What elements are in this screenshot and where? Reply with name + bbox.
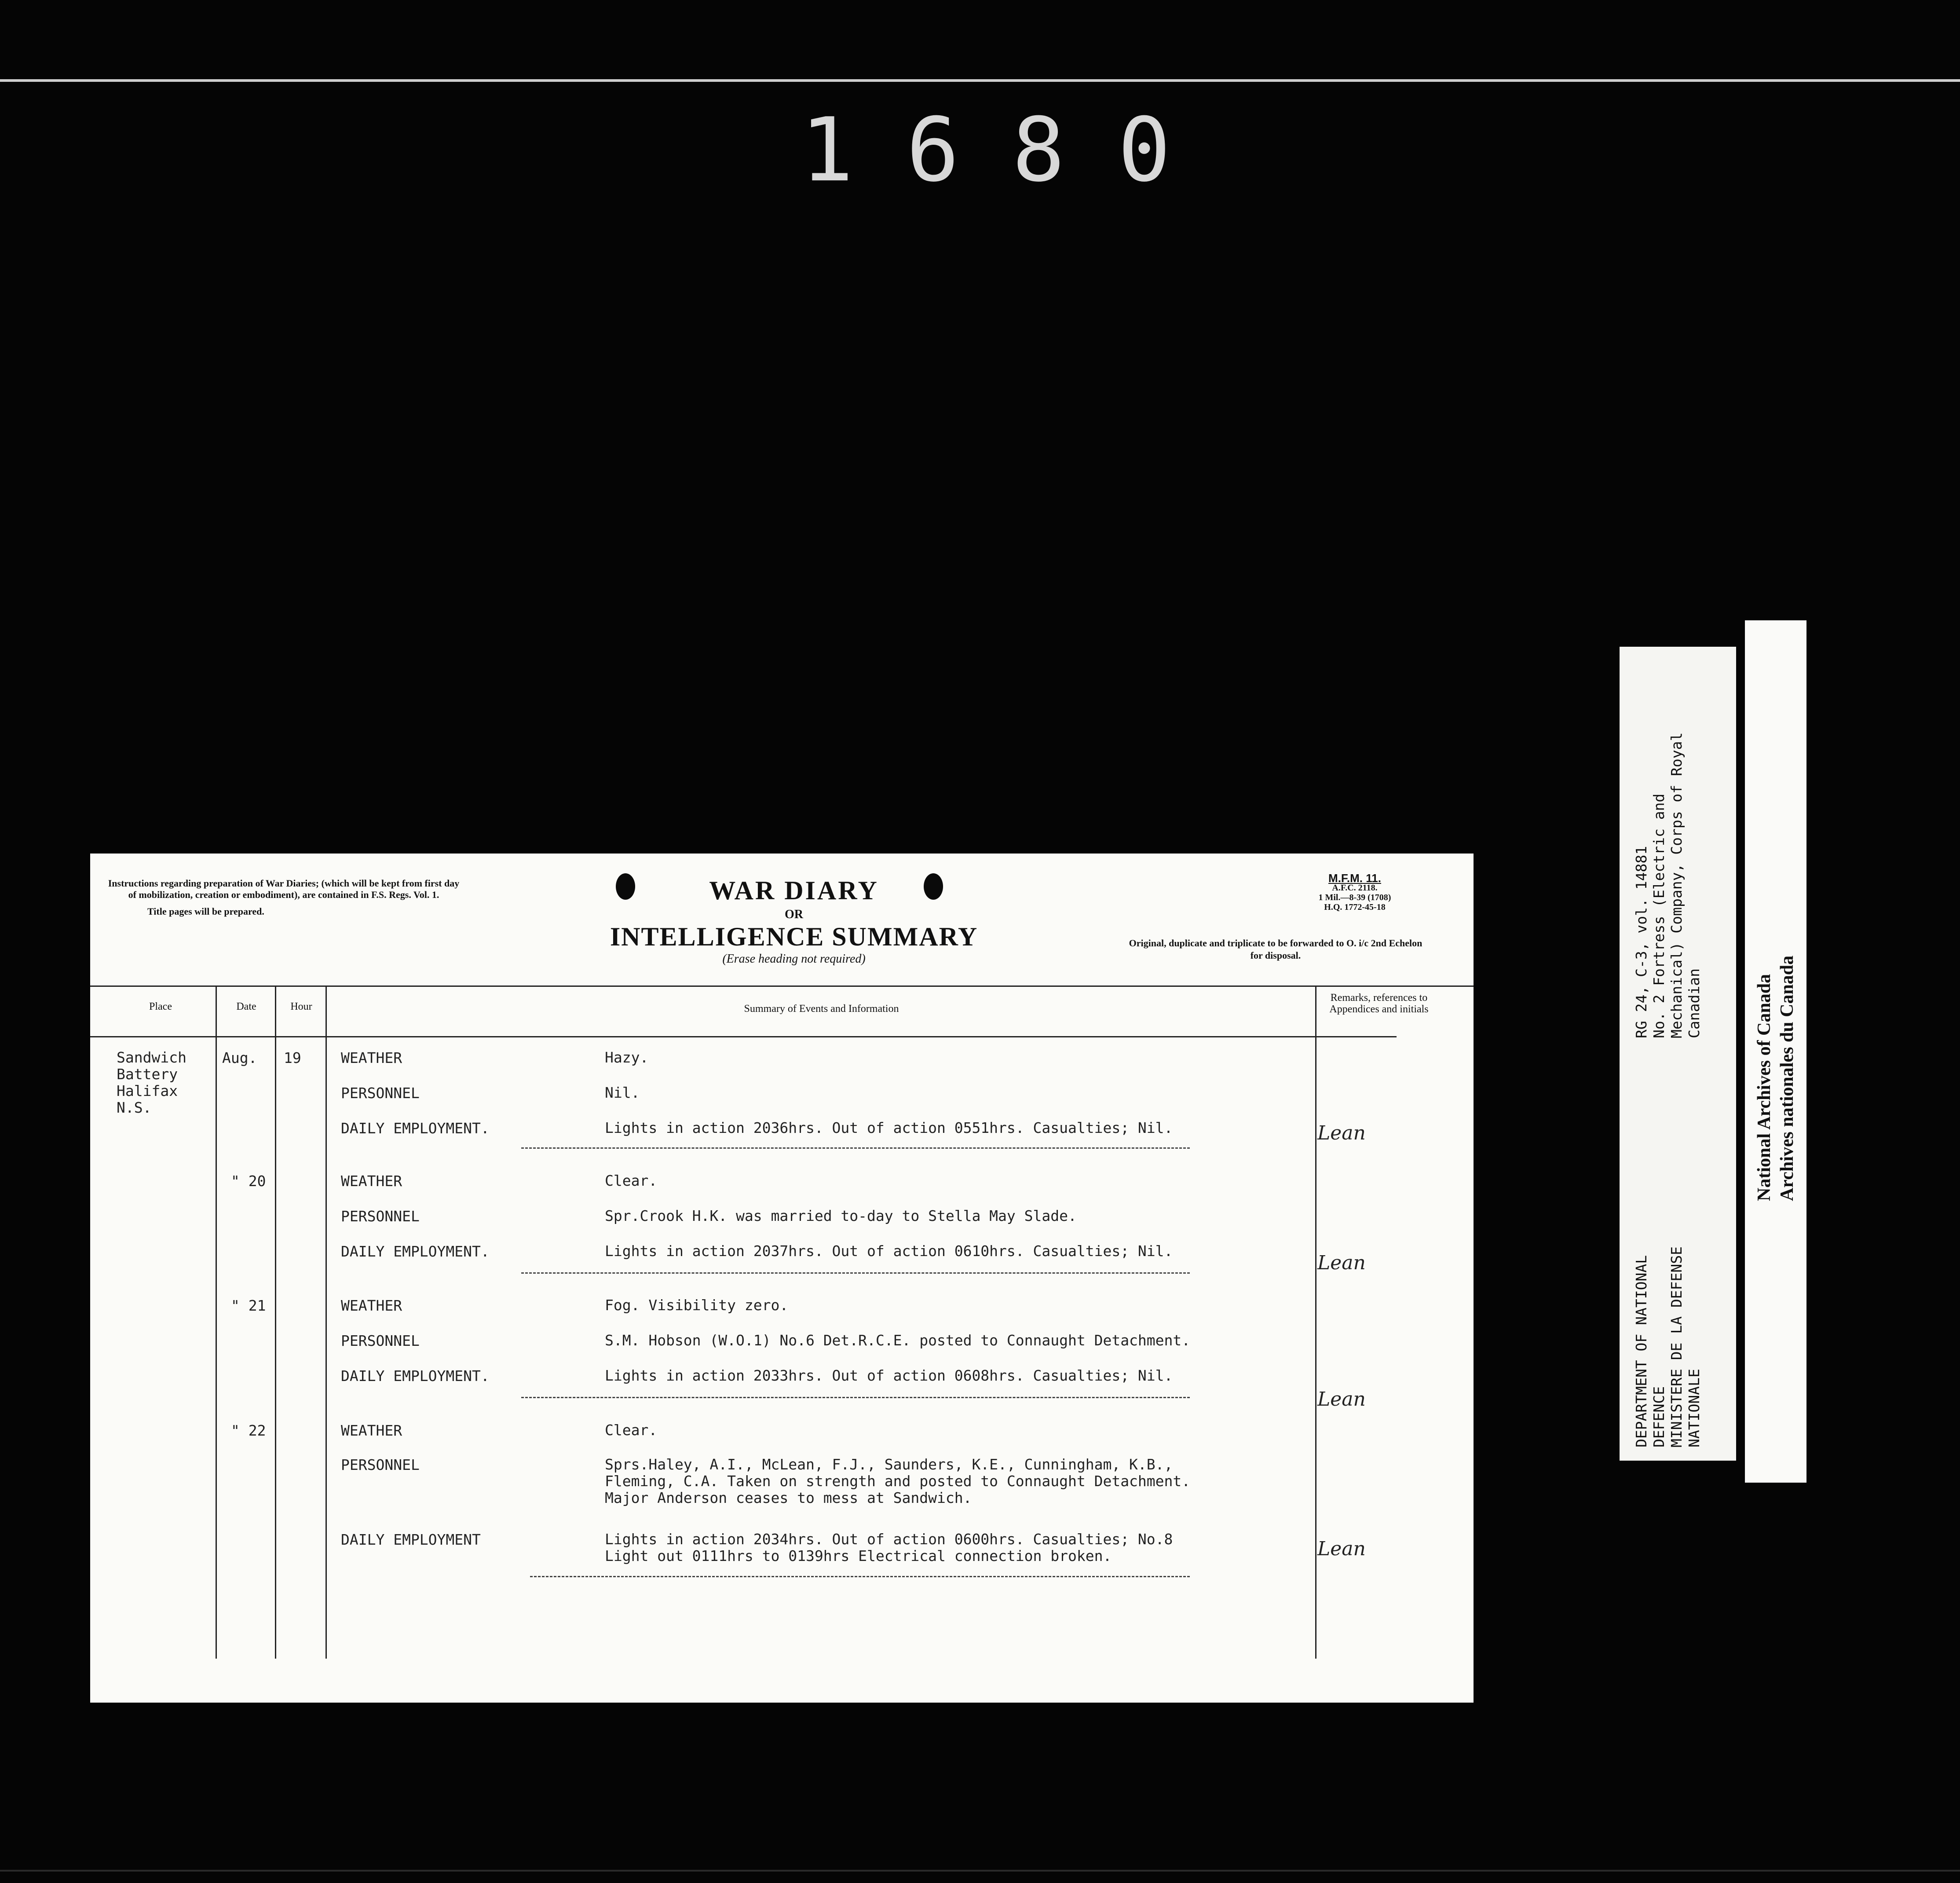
entry-separator (521, 1147, 1190, 1149)
frame-number: 1680 (801, 99, 1224, 201)
employment-label: DAILY EMPLOYMENT. (341, 1367, 490, 1385)
personnel-value: S.M. Hobson (W.O.1) No.6 Det.R.C.E. posted to Connaught Detachment. (605, 1332, 1191, 1349)
header-hour: Hour (290, 1001, 312, 1012)
header-date: Date (236, 1001, 256, 1012)
header-remarks: Remarks, references to Appendices and initials (1329, 992, 1429, 1015)
war-diary-sheet (90, 854, 1474, 1703)
day-cell: 19 (284, 1049, 301, 1066)
collection-label (1620, 647, 1736, 1461)
entry-separator (530, 1576, 1190, 1577)
employment-label: DAILY EMPLOYMENT. (341, 1243, 490, 1260)
title-intelligence-summary: INTELLIGENCE SUMMARY (610, 922, 978, 951)
reference-line-3: Mechanical) Company, Corps of Royal (1668, 732, 1685, 1038)
reference-block (1633, 651, 1703, 1038)
weather-label: WEATHER (341, 1422, 402, 1439)
form-code: M.F.M. 11. (1328, 872, 1381, 885)
archives-name-en: National Archives of Canada (1754, 974, 1774, 1201)
weather-value: Clear. (605, 1172, 658, 1189)
employment-value: Lights in action 2033hrs. Out of action 0608hrs. Casualties; Nil. (605, 1367, 1173, 1384)
weather-value: Fog. Visibility zero. (605, 1297, 789, 1314)
department-line-1: DEPARTMENT OF NATIONAL (1633, 1255, 1650, 1447)
department-block (1633, 1007, 1703, 1447)
entry-separator (521, 1397, 1190, 1398)
film-top-border (0, 79, 1960, 82)
header-place: Place (149, 1001, 172, 1012)
weather-value: Clear. (605, 1421, 658, 1439)
instructions-note (108, 878, 460, 917)
col-divider-place (216, 985, 217, 1659)
form-ref-2: 1 Mil.—8-39 (1708) (1318, 893, 1391, 902)
weather-label: WEATHER (341, 1049, 402, 1066)
form-title (574, 876, 1014, 966)
month-cell: Aug. (222, 1049, 257, 1066)
personnel-value: Sprs.Haley, A.I., McLean, F.J., Saunders, K.E., Cunningham, K.B., Fleming, C.A. Taken on strength and posted to Connaught Detachment. Major Anderson ceases to mess at Sandwich. (605, 1456, 1191, 1506)
collection-label-text (1620, 647, 1736, 1461)
department-line-3: MINISTERE DE LA DEFENSE (1668, 1246, 1685, 1447)
form-code-block (1289, 873, 1421, 912)
initials: Lean (1317, 1388, 1366, 1410)
day-cell: " 20 (231, 1172, 266, 1190)
archives-label (1745, 620, 1806, 1483)
initials: Lean (1317, 1538, 1366, 1560)
employment-value: Lights in action 2034hrs. Out of action 0600hrs. Casualties; No.8 Light out 0111hrs to 0139hrs Electrical connection broken. (605, 1531, 1173, 1564)
personnel-label: PERSONNEL (341, 1456, 420, 1473)
header-top-rule (90, 985, 1474, 987)
initials: Lean (1317, 1122, 1366, 1144)
archives-label-text (1745, 620, 1806, 1483)
personnel-value: Nil. (605, 1084, 640, 1101)
reference-line-4: Canadian (1686, 968, 1703, 1038)
personnel-label: PERSONNEL (341, 1084, 420, 1102)
title-or: OR (785, 908, 803, 921)
entry-separator (521, 1272, 1190, 1274)
day-cell: " 22 (231, 1422, 266, 1439)
employment-value: Lights in action 2036hrs. Out of action 0551hrs. Casualties; Nil. (605, 1119, 1173, 1136)
employment-label: DAILY EMPLOYMENT (341, 1531, 481, 1548)
employment-label: DAILY EMPLOYMENT. (341, 1120, 490, 1137)
title-war-diary: WAR DIARY (709, 876, 879, 905)
film-bottom-border (0, 1870, 1960, 1872)
archives-name-fr: Archives nationales du Canada (1777, 955, 1797, 1201)
form-ref-3: H.Q. 1772-45-18 (1324, 902, 1386, 912)
weather-value: Hazy. (605, 1049, 649, 1066)
header-summary: Summary of Events and Information (744, 1003, 899, 1015)
col-divider-hour (325, 985, 327, 1659)
personnel-label: PERSONNEL (341, 1208, 420, 1225)
place-cell: Sandwich Battery Halifax N.S. (117, 1049, 186, 1116)
reference-line-2: No. 2 Fortress (Electric and (1650, 793, 1667, 1038)
header-bottom-rule (90, 1036, 1397, 1037)
department-line-2: DEFENCE (1650, 1386, 1667, 1447)
department-line-4: NATIONALE (1686, 1369, 1703, 1447)
forwarding-note: Original, duplicate and triplicate to be forwarded to O. i/c 2nd Echelon for disposal. (1129, 938, 1422, 961)
initials: Lean (1317, 1252, 1366, 1274)
instructions-text: Instructions regarding preparation of War Diaries; (which will be kept from first day of mobilization, creation or embodiment), are contained in F.S. Regs. Vol. 1. (108, 878, 460, 900)
employment-value: Lights in action 2037hrs. Out of action 0610hrs. Casualties; Nil. (605, 1242, 1173, 1260)
form-ref-1: A.F.C. 2118. (1332, 883, 1378, 893)
title-pages-note: Title pages will be prepared. (147, 906, 264, 917)
title-erase-note: (Erase heading not required) (722, 952, 866, 966)
weather-label: WEATHER (341, 1297, 402, 1314)
reference-line-1: RG 24, C-3, vol. 14881 (1633, 846, 1650, 1038)
personnel-label: PERSONNEL (341, 1332, 420, 1349)
weather-label: WEATHER (341, 1172, 402, 1190)
col-divider-date (275, 985, 276, 1659)
day-cell: " 21 (231, 1297, 266, 1314)
personnel-value: Spr.Crook H.K. was married to-day to Stella May Slade. (605, 1207, 1077, 1224)
